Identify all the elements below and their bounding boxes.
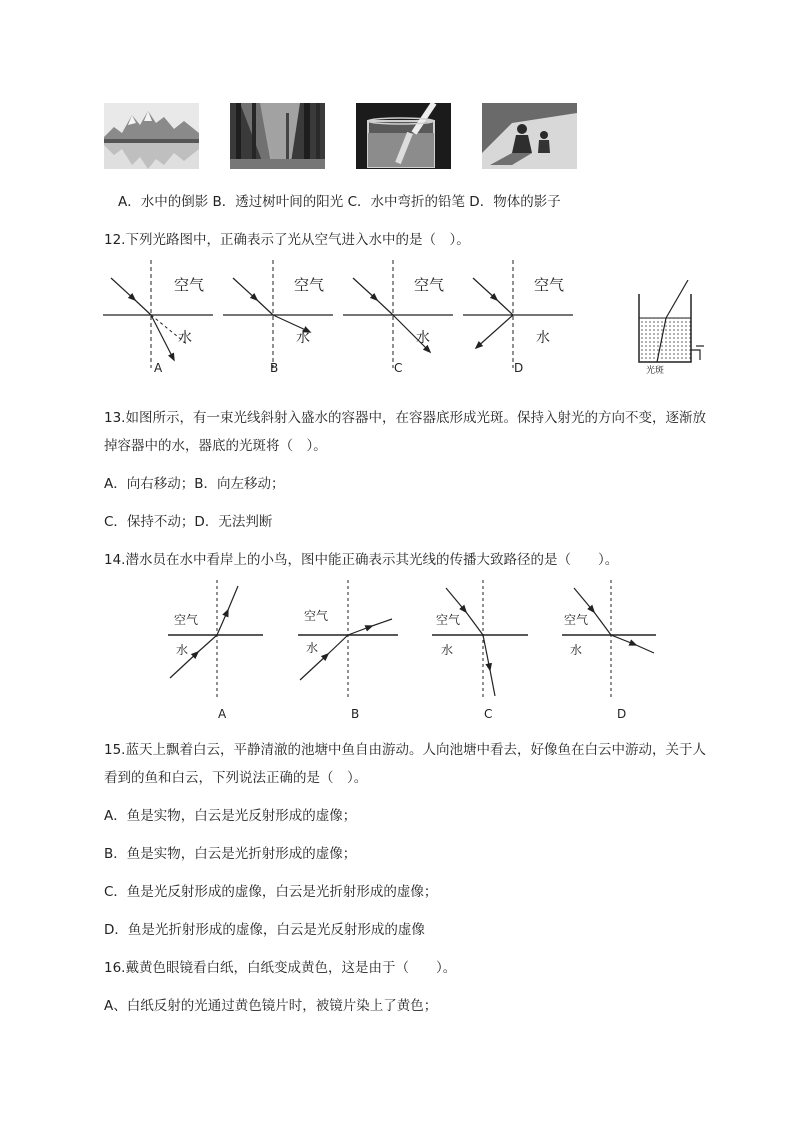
photo-forest-sunlight [230, 103, 325, 169]
q14-label-d: D [617, 707, 627, 720]
q14-diagram-d [562, 580, 656, 720]
q14-water-b: 水 [306, 641, 319, 655]
container-diagram [632, 280, 708, 376]
q12-diagrams [100, 260, 580, 378]
q15-option-b: B．鱼是实物，白云是光折射形成的虚像； [104, 846, 357, 862]
photo-shadow-figures [482, 103, 577, 169]
q14-diagram-c [432, 580, 528, 720]
q15-stem-line2: 看到的鱼和白云，下列说法正确的是（ ）。 [104, 770, 368, 786]
q12-diagram-d [463, 260, 573, 375]
q12-label-c: C [394, 361, 403, 375]
q12-water-b: 水 [296, 330, 310, 346]
q12-diagram-a [103, 260, 213, 375]
q12-label-b: B [270, 361, 279, 375]
q12-water-a: 水 [178, 330, 192, 346]
q15-option-d: D．鱼是光折射形成的虚像，白云是光反射形成的虚像 [104, 922, 425, 938]
photo-lake-reflection [104, 103, 199, 169]
q12-air-c: 空气 [414, 276, 445, 294]
q14-water-c: 水 [441, 643, 454, 657]
q12-water-d: 水 [536, 330, 550, 346]
light-spot-label: 光斑 [646, 366, 665, 376]
q14-label-a: A [218, 707, 227, 720]
q13-stem-line1: 13.如图所示，有一束光线斜射入盛水的容器中，在容器底形成光斑。保持入射光的方向不变，逐渐放 [104, 410, 706, 426]
q14-air-a: 空气 [174, 613, 199, 627]
q12-diagram-b [223, 260, 333, 375]
q15-option-c: C．鱼是光反射形成的虚像，白云是光折射形成的虚像； [104, 884, 438, 900]
q14-label-c: C [484, 707, 493, 720]
q15-stem-line1: 15.蓝天上飘着白云，平静清澈的池塘中鱼自由游动。人向池塘中看去，好像鱼在白云中游动，关于人 [104, 742, 706, 758]
q16-stem: 16.戴黄色眼镜看白纸，白纸变成黄色，这是由于（ ）。 [104, 960, 457, 976]
q12-stem: 12.下列光路图中，正确表示了光从空气进入水中的是（ ）。 [104, 232, 470, 248]
q16-option-a: A、白纸反射的光通过黄色镜片时，被镜片染上了黄色； [104, 998, 438, 1014]
q11-options: A．水中的倒影 B．透过树叶间的阳光 C．水中弯折的铅笔 D．物体的影子 [118, 194, 561, 210]
q12-air-d: 空气 [534, 276, 565, 294]
q13-options-line2: C．保持不动；D．无法判断 [104, 514, 273, 530]
q13-stem-line2: 掉容器中的水，器底的光斑将（ ）。 [104, 438, 327, 454]
q14-air-b: 空气 [304, 609, 329, 623]
q14-air-c: 空气 [436, 613, 461, 627]
q14-diagrams [160, 580, 660, 720]
q14-diagram-a [168, 580, 263, 720]
q12-label-d: D [514, 361, 524, 375]
q12-air-b: 空气 [294, 276, 325, 294]
q12-diagram-c [343, 260, 453, 375]
q13-options-line1: A．向右移动；B．向左移动； [104, 476, 285, 492]
q14-stem: 14.潜水员在水中看岸上的小鸟，图中能正确表示其光线的传播大致路径的是（ ）。 [104, 552, 619, 568]
q14-label-b: B [351, 707, 360, 720]
q14-water-d: 水 [570, 643, 583, 657]
q12-water-c: 水 [416, 330, 430, 346]
photo-bent-pencil [356, 103, 451, 169]
q14-water-a: 水 [176, 643, 189, 657]
q14-diagram-b [298, 580, 398, 720]
q12-label-a: A [154, 361, 163, 375]
q14-air-d: 空气 [564, 613, 589, 627]
q15-option-a: A．鱼是实物，白云是光反射形成的虚像； [104, 808, 357, 824]
q12-air-a: 空气 [174, 276, 205, 294]
